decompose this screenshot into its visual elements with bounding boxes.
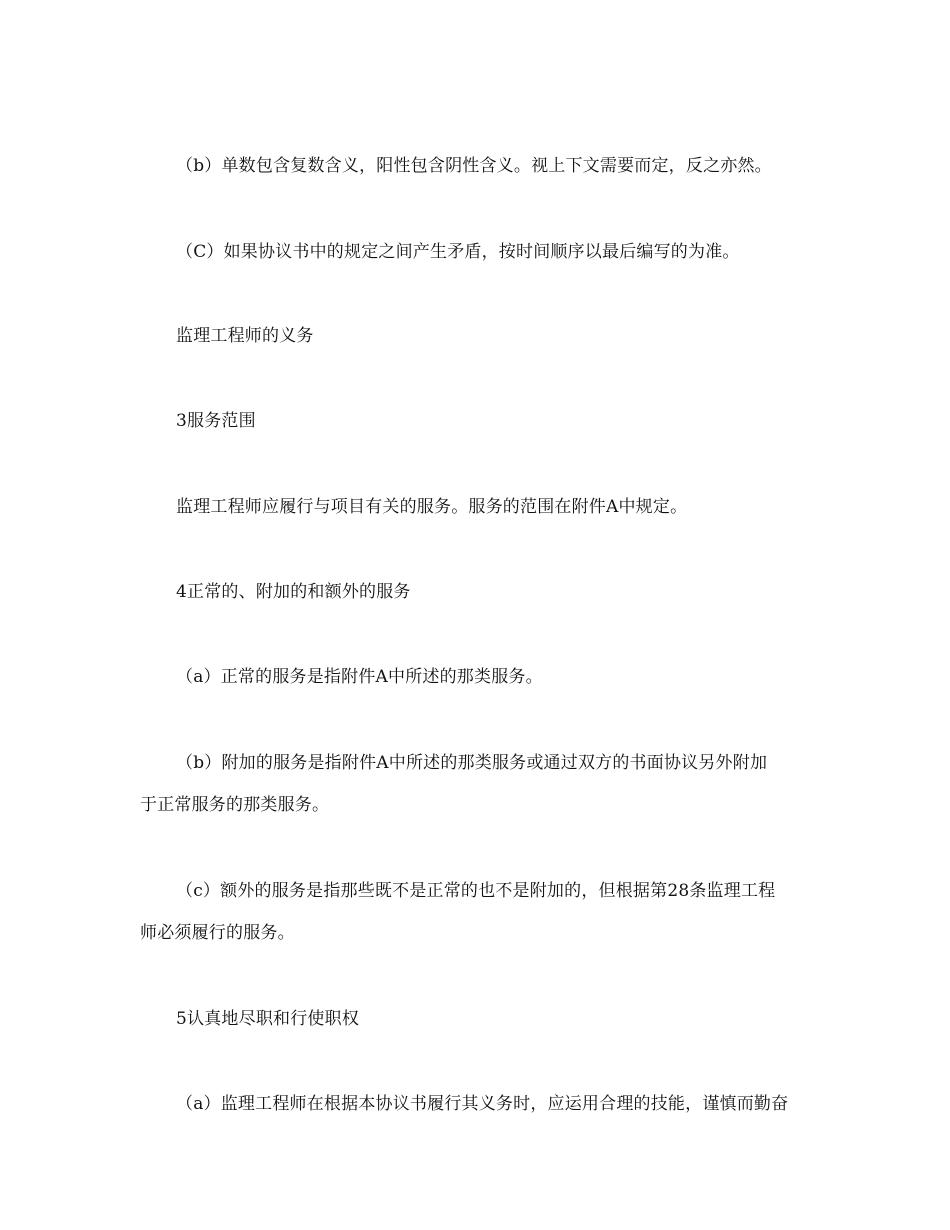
section-heading-5-diligence: 5认真地尽职和行使职权 bbox=[176, 1009, 360, 1029]
paragraph-b-additional-services-line2: 于正常服务的那类服务。 bbox=[140, 795, 330, 815]
paragraph-c-extra-services-line1: （c）额外的服务是指那些既不是正常的也不是附加的，但根据第28条监理工程 bbox=[176, 881, 776, 901]
section-heading-4-services: 4正常的、附加的和额外的服务 bbox=[176, 582, 411, 602]
paragraph-c-extra-services-line2: 师必须履行的服务。 bbox=[140, 923, 295, 943]
paragraph-a-normal-services: （a）正常的服务是指附件A中所述的那类服务。 bbox=[176, 667, 543, 687]
section-heading-engineer-duties: 监理工程师的义务 bbox=[176, 326, 314, 346]
section-heading-3-scope: 3服务范围 bbox=[176, 411, 256, 431]
paragraph-a-diligence: （a）监理工程师在根据本协议书履行其义务时，应运用合理的技能，谨慎而勤奋 bbox=[176, 1094, 789, 1114]
paragraph-b-additional-services-line1: （b）附加的服务是指附件A中所述的那类服务或通过双方的书面协议另外附加 bbox=[176, 753, 768, 773]
paragraph-b-singular-plural: （b）单数包含复数含义，阳性包含阴性含义。视上下文需要而定，反之亦然。 bbox=[176, 156, 772, 176]
paragraph-scope-text: 监理工程师应履行与项目有关的服务。服务的范围在附件A中规定。 bbox=[176, 497, 688, 517]
paragraph-c-conflict: （C）如果协议书中的规定之间产生矛盾，按时间顺序以最后编写的为准。 bbox=[176, 242, 740, 262]
